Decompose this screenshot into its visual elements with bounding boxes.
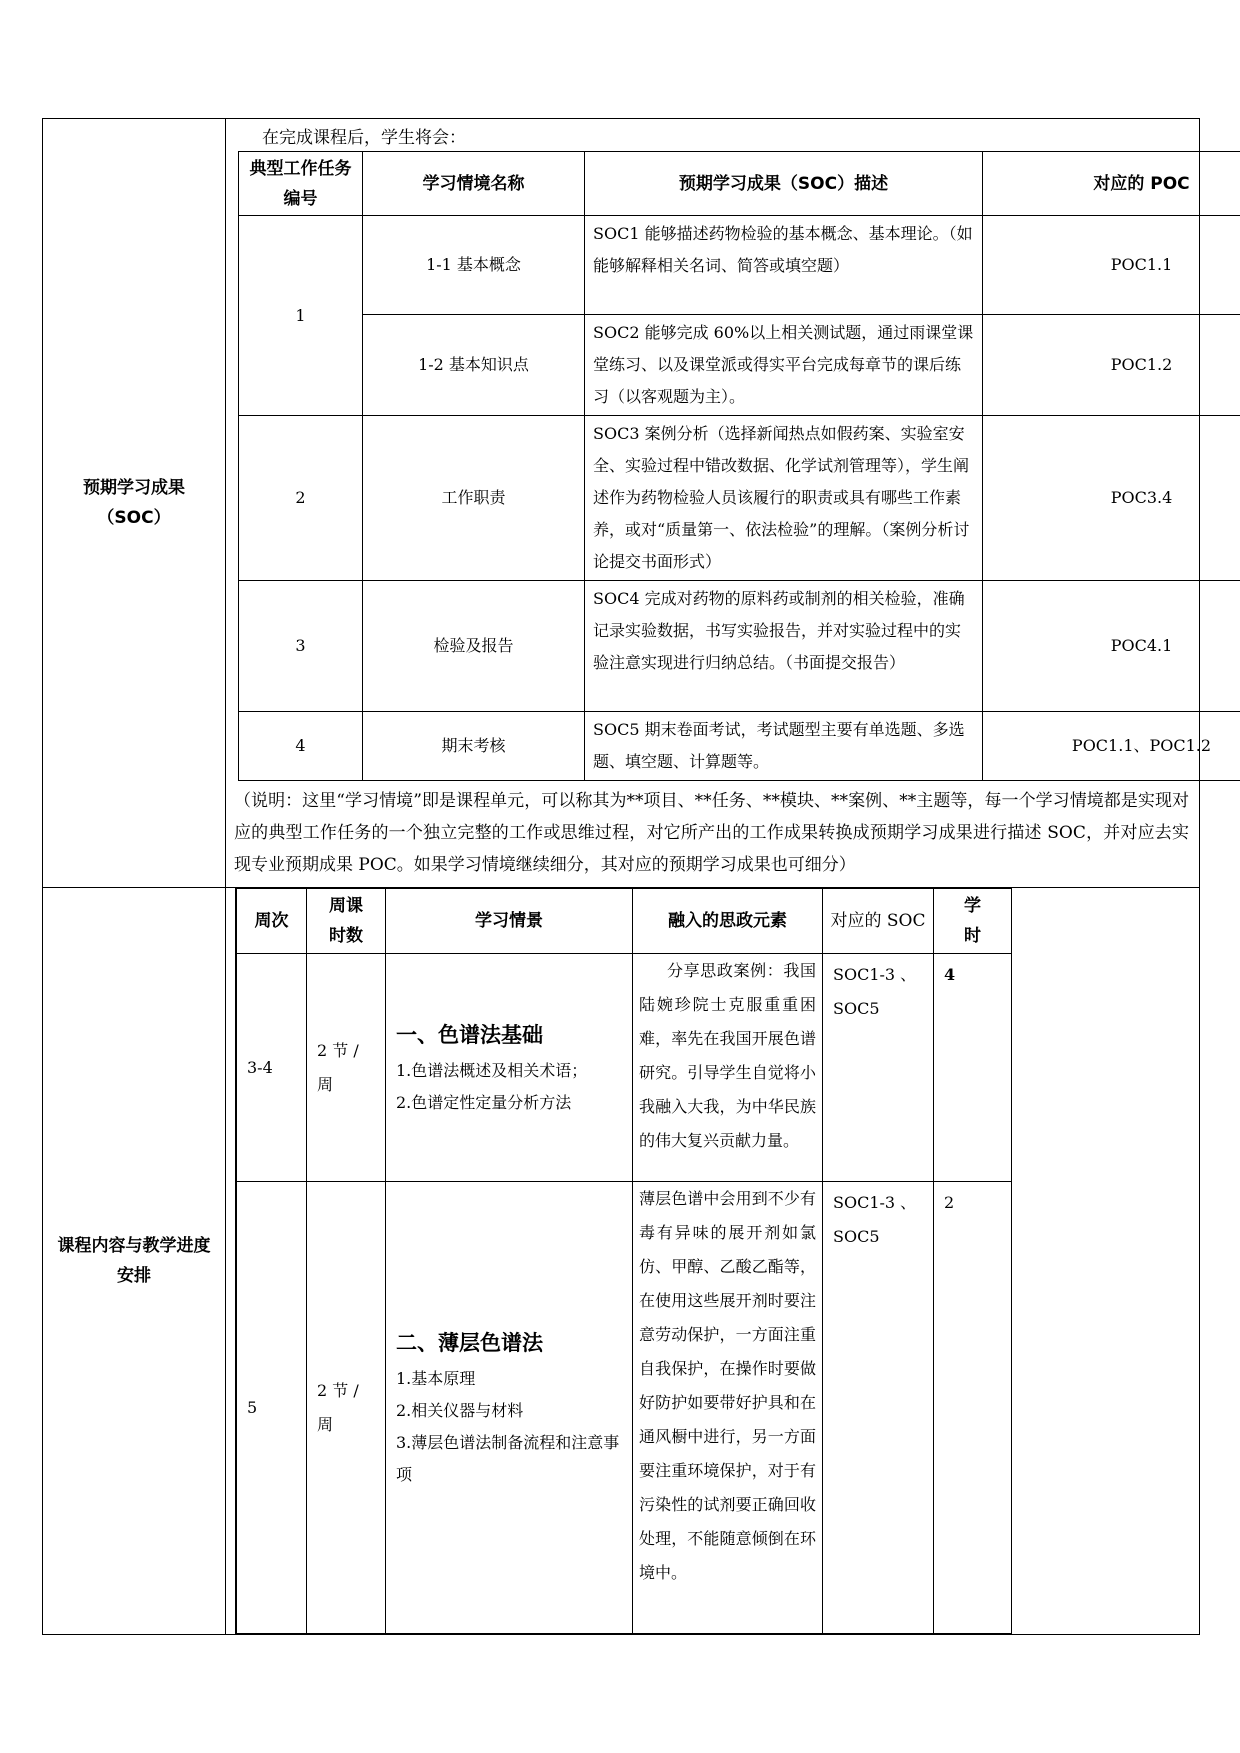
poc-value: POC4.1 — [983, 581, 1240, 712]
topic-cell — [386, 1182, 633, 1634]
credit-value: 4 — [934, 954, 1012, 1182]
course-outline-table — [42, 118, 1212, 1635]
document-page — [42, 118, 1212, 1635]
task-no: 4 — [239, 712, 363, 781]
topic-cell — [386, 954, 633, 1182]
topic-item: 2.色谱定性定量分析方法 — [396, 1092, 572, 1112]
topic-item: 2.相关仪器与材料 — [396, 1400, 524, 1420]
scenario-name: 工作职责 — [363, 416, 585, 581]
header-soc: 对应的 SOC — [823, 889, 934, 954]
header-soc-desc: 预期学习成果（SOC）描述 — [585, 152, 983, 216]
topic-item: 1.基本原理 — [396, 1368, 476, 1388]
hours-value: 2 节 / 周 — [307, 954, 386, 1182]
poc-value: POC1.1、POC1.2 — [983, 712, 1240, 781]
poc-value: POC1.1 — [983, 216, 1240, 315]
scenario-name: 期末考核 — [363, 712, 585, 781]
scenario-name: 1-1 基本概念 — [363, 216, 585, 315]
soc-intro: 在完成课程后，学生将会： — [262, 128, 466, 148]
soc-desc: SOC3 案例分析（选择新闻热点如假药案、实验室安全、实验过程中错改数据、化学试剂管理等），学生阐述作为药物检验人员该履行的职责或具有哪些工作素养，或对“质量第一、依法检验”的理解。（案例分析讨论提交书面形式） — [585, 416, 983, 581]
soc-value: SOC1-3 、SOC5 — [823, 1182, 934, 1634]
scenario-name: 1-2 基本知识点 — [363, 315, 585, 416]
task-no: 1 — [239, 216, 363, 416]
table-row — [239, 712, 1240, 781]
header-credit: 学时 — [934, 889, 1012, 954]
topic-title: 一、色谱法基础 — [396, 1022, 543, 1047]
table-row — [239, 581, 1240, 712]
table-row — [239, 216, 1240, 315]
soc-table-header — [239, 152, 1240, 216]
soc-desc: SOC1 能够描述药物检验的基本概念、基本理论。（如能够解释相关名词、简答或填空题） — [585, 216, 983, 315]
soc-value: SOC1-3 、SOC5 — [823, 954, 934, 1182]
schedule-section — [43, 888, 1200, 1635]
header-task-no: 典型工作任务编号 — [239, 152, 363, 216]
header-scenario-name: 学习情境名称 — [363, 152, 585, 216]
poc-value: POC3.4 — [983, 416, 1240, 581]
soc-desc: SOC4 完成对药物的原料药或制剂的相关检验，准确记录实验数据，书写实验报告，并对实验过程中的实验注意实现进行归纳总结。（书面提交报告） — [585, 581, 983, 712]
table-row — [239, 416, 1240, 581]
topic-item: 1.色谱法概述及相关术语； — [396, 1060, 588, 1080]
header-scenario: 学习情景 — [386, 889, 633, 954]
soc-note: （说明：这里“学习情境”即是课程单元，可以称其为**项目、**任务、**模块、**案例、**主题等，每一个学习情境都是实现对应的典型工作任务的一个独立完整的工作或思维过程，对它所产出的工作成果转换成预期学习成果进行描述 SOC，并对应去实现专业预期成果 POC。如果学习情境继续细分，其对应的预期学习成果也可细分） — [234, 791, 1189, 875]
topic-item: 3.薄层色谱法制备流程和注意事项 — [396, 1432, 620, 1484]
topic-title: 二、薄层色谱法 — [396, 1330, 543, 1355]
week-value: 5 — [237, 1182, 307, 1634]
task-no: 3 — [239, 581, 363, 712]
header-hours: 周课时数 — [307, 889, 386, 954]
header-poc: 对应的 POC — [983, 152, 1240, 216]
soc-table — [238, 151, 1240, 781]
soc-section — [43, 119, 1200, 888]
soc-section-label: 预期学习成果（SOC） — [43, 119, 226, 888]
table-row — [239, 315, 1240, 416]
scenario-name: 检验及报告 — [363, 581, 585, 712]
task-no: 2 — [239, 416, 363, 581]
soc-desc: SOC5 期末卷面考试，考试题型主要有单选题、多选题、填空题、计算题等。 — [585, 712, 983, 781]
ideology-text: 薄层色谱中会用到不少有毒有异味的展开剂如氯仿、甲醇、乙酸乙酯等，在使用这些展开剂时要注意劳动保护，一方面注重自我保护，在操作时要做好防护如要带好护具和在通风橱中进行，另一方面要注重环境保护，对于有污染性的试剂要正确回收处理，不能随意倾倒在环境中。 — [633, 1182, 823, 1634]
header-ideology: 融入的思政元素 — [633, 889, 823, 954]
soc-desc: SOC2 能够完成 60%以上相关测试题，通过雨课堂课堂练习、以及课堂派或得实平台完成每章节的课后练习（以客观题为主）。 — [585, 315, 983, 416]
ideology-text: 分享思政案例：我国陆婉珍院士克服重重困难，率先在我国开展色谱研究。引导学生自觉将小我融入大我，为中华民族的伟大复兴贡献力量。 — [633, 954, 823, 1182]
schedule-section-label: 课程内容与教学进度安排 — [43, 888, 226, 1635]
schedule-table — [236, 888, 1012, 1634]
header-week: 周次 — [237, 889, 307, 954]
schedule-table-header — [237, 889, 1012, 954]
table-row — [237, 1182, 1012, 1634]
table-row — [237, 954, 1012, 1182]
week-value: 3-4 — [237, 954, 307, 1182]
credit-value: 2 — [934, 1182, 1012, 1634]
poc-value: POC1.2 — [983, 315, 1240, 416]
hours-value: 2 节 / 周 — [307, 1182, 386, 1634]
